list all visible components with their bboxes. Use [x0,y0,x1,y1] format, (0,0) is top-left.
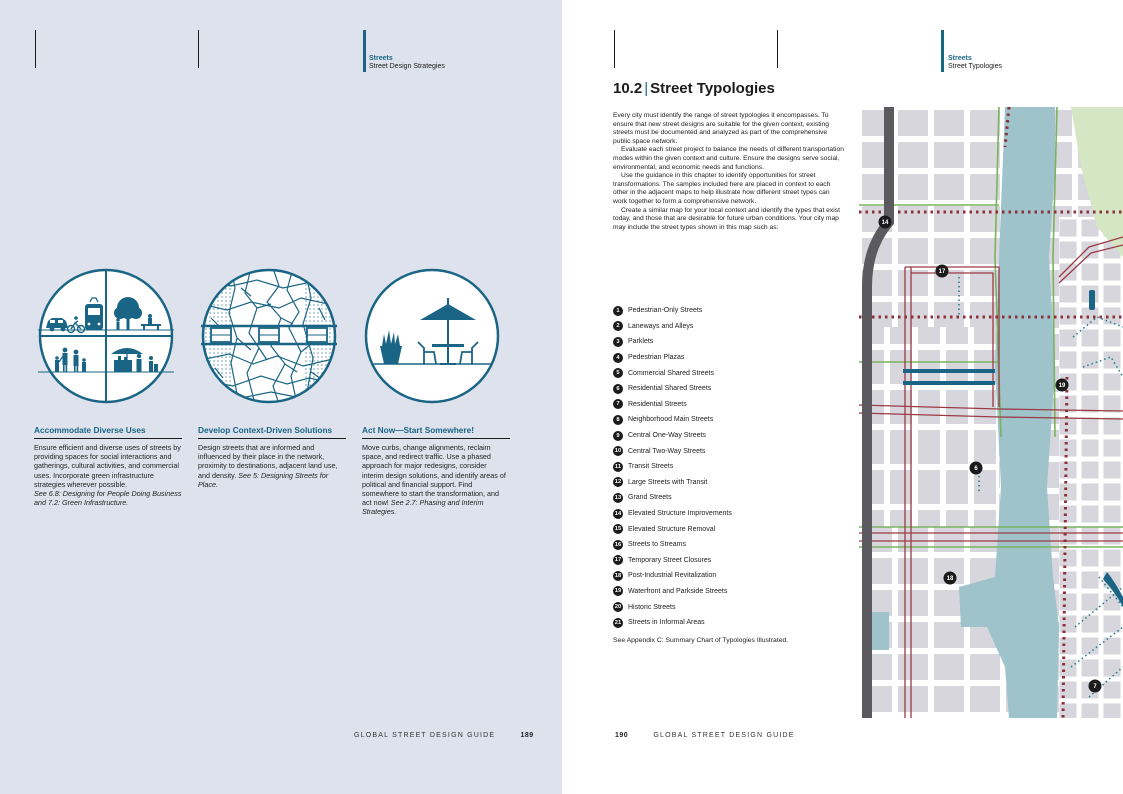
strategy-body: Ensure efficient and diverse uses of streets by providing spaces for social interactions and gatherings, cultural activities, and commercial uses. Incorporate green infrastructure strategies wherever possible. See 6.8: Designing for People Doing Business and 7.2: Green Infrastructure. [34,443,182,508]
typology-label: Elevated Structure Improvements [628,510,732,518]
strategy-body: Design streets that are informed and influenced by their place in the network, proximity to destinations, adjacent land use, and density. See 5: Designing Streets for Place. [198,443,338,489]
typology-number-badge: 6 [613,384,623,394]
strategy-heading: Accommodate Diverse Uses [34,425,182,439]
list-item [613,615,853,631]
typology-label: Pedestrian Plazas [628,354,685,362]
typology-label: Temporary Street Closures [628,556,712,564]
list-item [613,459,853,475]
section-label: Streets [369,55,393,62]
footer-title: GLOBAL STREET DESIGN GUIDE [354,732,496,739]
typology-label: Central Two-Way Streets [628,447,706,455]
running-header [948,55,1002,71]
page-title [613,80,775,97]
list-item [613,521,853,537]
section-marker [363,30,366,72]
typology-number-badge: 17 [614,557,622,564]
typology-list [613,303,853,630]
list-item [613,428,853,444]
typology-number-badge: 16 [614,541,622,548]
strategy-column-2 [198,425,346,489]
header-rule [614,30,615,68]
title-number: 10.2 [613,80,643,97]
page-number: 189 [520,732,534,739]
subsection-label: Street Design Strategies [369,63,445,70]
typology-number-badge: 18 [614,572,622,579]
typology-label: Laneways and Alleys [628,322,694,330]
diverse-uses-icon [38,268,174,404]
title-separator: | [644,80,649,97]
typology-number-badge: 4 [613,353,623,363]
map-marker-label: 17 [938,269,946,276]
list-item [613,303,853,319]
list-item [613,553,853,569]
intro-paragraph: Evaluate each street project to balance the needs of different transportation modes within the given context and culture. Ensure the designs serve social, environmental, and economic needs and functions. [613,146,844,171]
typology-label: Historic Streets [628,603,676,611]
typology-number-badge: 2 [613,321,623,331]
typology-label: Residential Streets [628,400,687,408]
list-item [613,381,853,397]
list-item [613,506,853,522]
map-marker-label: 6 [974,466,978,473]
context-map-icon [201,268,337,404]
list-item [613,537,853,553]
header-rule [35,30,36,68]
typology-number-badge: 15 [614,526,622,533]
intro-paragraph: Every city must identify the range of street typologies it encompasses. To ensure that new street designs are suitable for the given context, existing streets must be documented and analyzed as part of the comprehensive public space network. [613,112,829,145]
list-item [613,443,853,459]
typology-label: Post-Industrial Revitalization [628,572,717,580]
strategy-body: Move curbs, change alignments, reclaim space, and redirect traffic. Use a phased approach for major redesigns, consider interim design solutions, and identify areas of political and financial support. Find somewhere to start the transformation, and act now! See 2.7: Phasing and Interim Strategies. [362,443,506,517]
list-item [613,490,853,506]
typology-label: Waterfront and Parkside Streets [628,587,728,595]
strategy-heading: Act Now—Start Somewhere! [362,425,510,439]
list-item [613,475,853,491]
right-page [562,0,1123,794]
street-typology-map [859,107,1123,718]
subsection-label: Street Typologies [948,63,1002,70]
footer-title: GLOBAL STREET DESIGN GUIDE [653,732,795,739]
list-item [613,319,853,335]
strategy-heading: Develop Context-Driven Solutions [198,425,346,439]
typology-label: Pedestrian-Only Streets [628,307,703,315]
list-item [613,365,853,381]
strategy-reference: See 5: Designing Streets for Place. [198,470,329,489]
typology-number-badge: 8 [613,415,623,425]
intro-text [613,112,845,232]
list-item [613,568,853,584]
typology-label: Elevated Structure Removal [628,525,716,533]
list-item [613,334,853,350]
page-footer [354,732,534,739]
header-rule [198,30,199,68]
strategy-column-3 [362,425,510,517]
map-marker-label: 7 [1093,684,1097,691]
typology-label: Grand Streets [628,494,672,502]
typology-label: Transit Streets [628,463,674,471]
appendix-reference: See Appendix C: Summary Chart of Typologies Illustrated. [613,637,789,644]
cafe-table-umbrella-icon [364,268,500,404]
typology-number-badge: 20 [614,604,622,611]
typology-label: Residential Shared Streets [628,385,712,393]
typology-label: Streets in Informal Areas [628,619,705,627]
typology-label: Large Streets with Transit [628,478,708,486]
typology-number-badge: 1 [613,306,623,316]
list-item [613,350,853,366]
typology-number-badge: 3 [613,337,623,347]
intro-paragraph: Use the guidance in this chapter to identify opportunities for street transformations. The samples included here are placed in context to each other in the adjacent maps to help illustrate how different street types can work together to form a comprehensive network. [613,172,831,205]
list-item [613,584,853,600]
typology-label: Parklets [628,338,654,346]
header-rule [777,30,778,68]
intro-paragraph: Create a similar map for your local context and identify the types that exist today, and those that are desirable for future urban conditions. Your city map may include the street types shown in this map such as: [613,206,840,231]
typology-number-badge: 21 [614,619,622,626]
typology-number-badge: 11 [614,463,622,470]
typology-number-badge: 7 [613,399,623,409]
list-item [613,599,853,615]
list-item [613,412,853,428]
typology-label: Neighborhood Main Streets [628,416,714,424]
running-header [369,55,445,71]
list-item [613,397,853,413]
section-marker [941,30,944,72]
page-number: 190 [615,732,629,739]
typology-label: Streets to Streams [628,541,686,549]
page-footer [615,732,795,739]
typology-number-badge: 13 [614,494,622,501]
strategy-reference: See 2.7: Phasing and Interim Strategies. [362,498,484,517]
typology-label: Commercial Shared Streets [628,369,714,377]
section-label: Streets [948,55,972,62]
map-marker-label: 14 [881,220,889,227]
typology-number-badge: 10 [614,448,622,455]
map-marker-label: 19 [1058,383,1066,390]
typology-number-badge: 19 [614,588,622,595]
title-text: Street Typologies [650,80,775,97]
typology-number-badge: 9 [613,431,623,441]
typology-number-badge: 5 [613,368,623,378]
typology-label: Central One-Way Streets [628,432,706,440]
typology-number-badge: 14 [614,510,622,517]
strategy-reference: See 6.8: Designing for People Doing Business and 7.2: Green Infrastructure. [34,489,182,508]
strategy-column-1 [34,425,182,507]
typology-number-badge: 12 [614,479,622,486]
map-marker-label: 18 [946,576,954,583]
